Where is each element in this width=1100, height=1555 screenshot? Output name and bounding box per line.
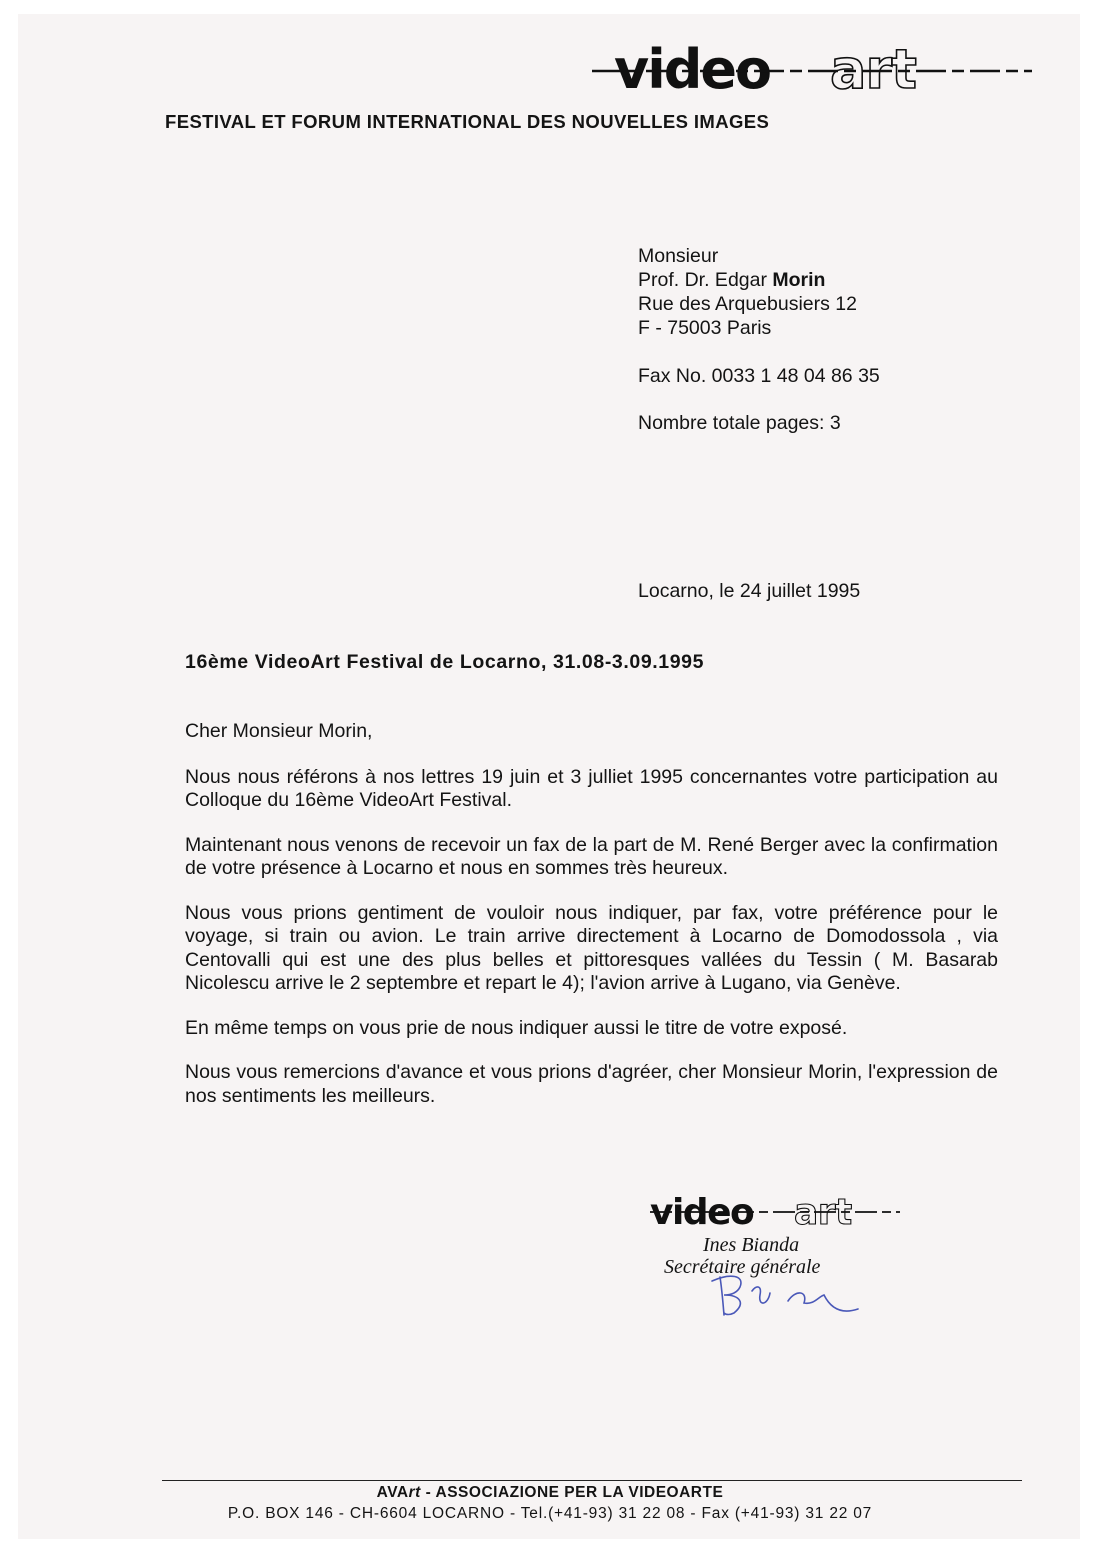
letterhead-tagline: FESTIVAL ET FORUM INTERNATIONAL DES NOUVELLES IMAGES [165, 111, 770, 132]
signatory-name: Ines Bianda [703, 1234, 800, 1256]
signature-logo [650, 1190, 900, 1232]
footer-org-italic: rt [408, 1484, 421, 1501]
page-count: Nombre totale pages: 3 [638, 412, 841, 434]
footer-organization [0, 1484, 1100, 1502]
letter-subject: 16ème VideoArt Festival de Locarno, 31.08-3.09.1995 [185, 651, 705, 673]
recipient-fax: Fax No. 0033 1 48 04 86 35 [638, 365, 880, 387]
recipient-surname: Morin [772, 269, 826, 291]
recipient-name-prefix: Prof. Dr. Edgar [638, 269, 773, 291]
recipient-name [638, 268, 857, 292]
signatory-role: Secrétaire générale [664, 1256, 821, 1278]
svg-text:video: video [614, 38, 771, 101]
letter-salutation: Cher Monsieur Morin, [185, 720, 373, 742]
videoart-logo [592, 38, 1032, 108]
recipient-salutation: Monsieur [638, 245, 719, 267]
footer-divider [162, 1480, 1022, 1481]
body-paragraph: Nous nous référons à nos lettres 19 juin et 3 julliet 1995 concernantes votre participation au Colloque du 16ème VideoArt Festival. [185, 765, 998, 811]
body-paragraph: Nous vous prions gentiment de vouloir nous indiquer, par fax, votre préférence pour le voyage, si train ou avion. Le train arrive directement à Locarno de Domodossola , via Centovalli qui est une des plus belles et pittoresques vallées du Tessin ( M. Basarab Nicolescu arrive le 2 septembre et repart le 4); l'avion arrive à Lugano, via Genève. [185, 901, 998, 994]
body-paragraph: En même temps on vous prie de nous indiquer aussi le titre de votre exposé. [185, 1016, 848, 1039]
recipient-street: Rue des Arquebusiers 12 [638, 293, 857, 315]
body-paragraph: Nous vous remercions d'avance et vous prions d'agréer, cher Monsieur Morin, l'expression de nos sentiments les meilleurs. [185, 1061, 998, 1107]
footer-contact: P.O. BOX 146 - CH-6604 LOCARNO - Tel.(+41-93) 31 22 08 - Fax (+41-93) 31 22 07 [227, 1505, 873, 1522]
body-paragraph: Maintenant nous venons de recevoir un fax de la part de M. René Berger avec la confirmation de votre présence à Locarno et nous en sommes très heureux. [185, 833, 998, 879]
svg-text:video: video [650, 1192, 754, 1232]
footer-org-prefix: AVA [376, 1484, 409, 1501]
letter-body [185, 720, 998, 1129]
footer-org-rest: - ASSOCIAZIONE PER LA VIDEOARTE [420, 1484, 724, 1501]
svg-text:art: art [794, 1192, 852, 1232]
recipient-address [638, 244, 857, 340]
handwritten-signature [690, 1255, 870, 1325]
recipient-city: F - 75003 Paris [638, 317, 772, 339]
letter-date: Locarno, le 24 juillet 1995 [638, 580, 861, 602]
svg-text:art: art [830, 38, 916, 101]
